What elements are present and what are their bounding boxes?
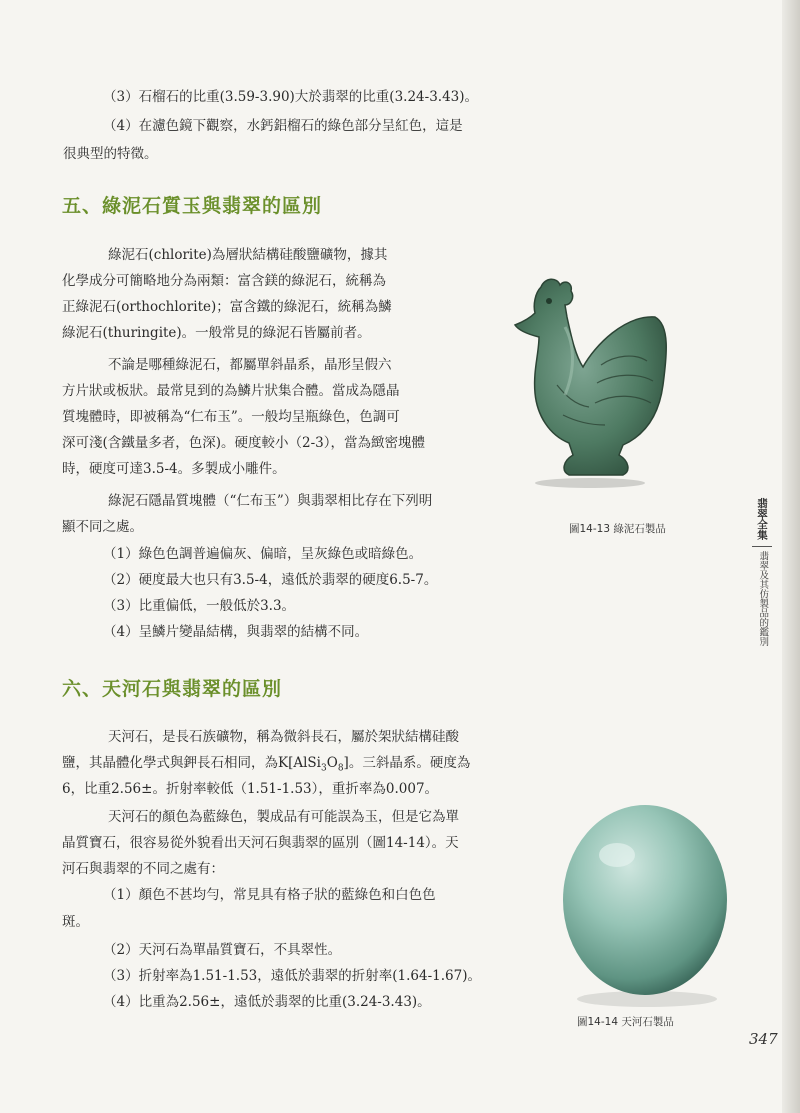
s5-list-item: （4）呈鱗片變晶結構，與翡翠的結構不同。 <box>103 624 369 640</box>
figure-14-13-caption: 圖14-13 綠泥石製品 <box>569 523 666 535</box>
figure-14-14-caption: 圖14-14 天河石製品 <box>577 1016 674 1028</box>
s6-list-item: （2）天河石為單晶質寶石，不具翠性。 <box>103 942 342 958</box>
s6-list-item: （4）比重為2.56±，遠低於翡翠的比重(3.24-3.43)。 <box>103 994 431 1010</box>
s5-para-line: 顯不同之處。 <box>62 519 143 535</box>
section-6-heading: 六、天河石與翡翠的區別 <box>62 678 283 700</box>
s5-para-line: 質塊體時，即被稱為“仁布玉”。一般均呈瓶綠色，色調可 <box>62 409 400 425</box>
s5-para-line: 深可淺(含鐵量多者，色深)。硬度較小（2-3），當為緻密塊體 <box>62 435 426 451</box>
sidebar-divider <box>752 546 772 547</box>
s5-para-line: 綠泥石隱晶質塊體（“仁布玉”）與翡翠相比存在下列明 <box>108 493 433 509</box>
s5-list-item: （1）綠色色調普遍偏灰、偏暗，呈灰綠色或暗綠色。 <box>103 546 423 562</box>
s6-para-line: 晶質寶石，很容易從外貌看出天河石與翡翠的區別（圖14-14）。天 <box>62 835 459 851</box>
s6-list-item: （1）顏色不甚均勻，常見具有格子狀的藍綠色和白色色 <box>103 887 436 903</box>
s5-para-line: 時，硬度可達3.5-4。多製成小雕件。 <box>62 461 286 477</box>
s5-para-line: 綠泥石(thuringite)。一般常見的綠泥石皆屬前者。 <box>62 325 371 341</box>
s5-para-line: 化學成分可簡略地分為兩類：富含鎂的綠泥石，統稱為 <box>62 273 386 289</box>
s5-para-line: 綠泥石(chlorite)為層狀結構硅酸鹽礦物，據其 <box>108 247 388 263</box>
page-edge-shadow <box>782 0 800 1113</box>
s5-list-item: （2）硬度最大也只有3.5-4，遠低於翡翠的硬度6.5-7。 <box>103 572 438 588</box>
sidebar-book-title: 翡翠全集 <box>756 498 768 540</box>
amazonite-sphere-image <box>555 795 735 1010</box>
book-sidebar <box>752 498 772 646</box>
s5-para-line: 正綠泥石(orthochlorite)；富含鐵的綠泥石，統稱為鱗 <box>62 299 392 315</box>
section-5-heading: 五、綠泥石質玉與翡翠的區別 <box>62 195 323 217</box>
s5-para-line: 方片狀或板狀。最常見到的為鱗片狀集合體。當成為隱晶 <box>62 383 400 399</box>
top-item-4-cont: 很典型的特徵。 <box>63 146 158 162</box>
s6-list-item: （3）折射率為1.51-1.53，遠低於翡翠的折射率(1.64-1.67)。 <box>103 968 481 984</box>
sidebar-chapter-title: 翡翠及其仿製品的鑑別 <box>757 551 769 646</box>
top-item-4: （4）在濾色鏡下觀察，水鈣鋁榴石的綠色部分呈紅色，這是 <box>103 118 463 134</box>
top-item-3: （3）石榴石的比重(3.59-3.90)大於翡翠的比重(3.24-3.43)。 <box>103 89 479 105</box>
chlorite-rooster-image <box>505 275 675 490</box>
s6-para-line: 6，比重2.56±。折射率較低（1.51-1.53），重折率為0.007。 <box>62 781 439 797</box>
s5-para-line: 不論是哪種綠泥石，都屬單斜晶系，晶形呈假六 <box>108 357 392 373</box>
page-number: 347 <box>749 1030 778 1048</box>
s6-para-line: 天河石的顏色為藍綠色，製成品有可能誤為玉，但是它為單 <box>108 809 459 825</box>
s6-formula-line: 鹽，其晶體化學式與鉀長石相同，為$K[AlSi_3O_8]$。三斜晶系。硬度為 <box>62 755 471 774</box>
s6-para-line: 天河石，是長石族礦物，稱為微斜長石，屬於架狀結構硅酸 <box>108 729 459 745</box>
s6-para-line: 河石與翡翠的不同之處有： <box>62 861 224 877</box>
s5-list-item: （3）比重偏低，一般低於3.3。 <box>103 598 296 614</box>
s6-list-item-cont: 斑。 <box>62 914 89 930</box>
